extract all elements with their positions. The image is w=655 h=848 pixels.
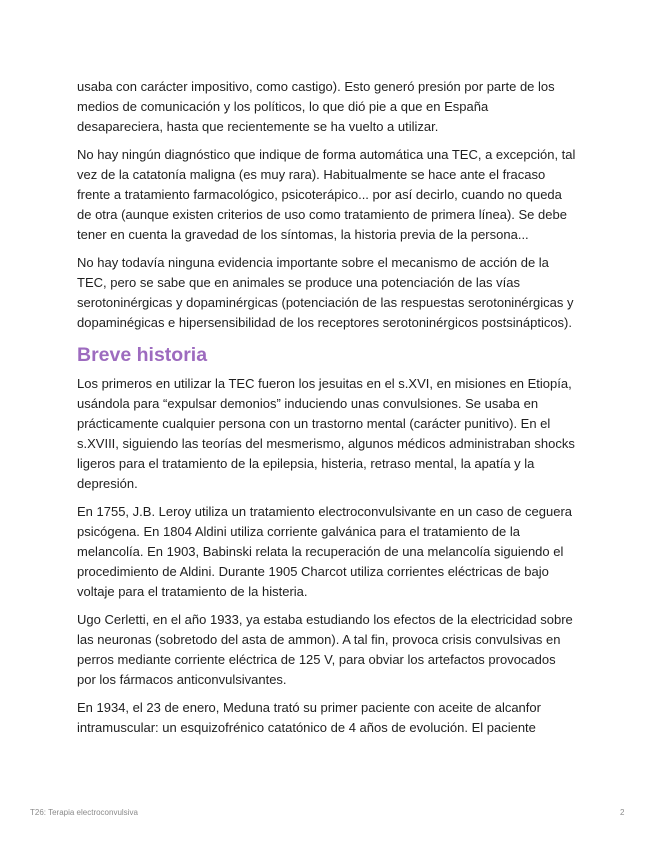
paragraph: En 1934, el 23 de enero, Meduna trató su primer paciente con aceite de alcanfor intramuscular: un esquizofrénico catatónico de 4 años de evolución. El paciente [77,700,541,735]
section-heading: Breve historia [77,344,208,366]
paragraph: Ugo Cerletti, en el año 1933, ya estaba estudiando los efectos de la electricidad sobre las neuronas (sobretodo del asta de ammon). A tal fin, provoca crisis convulsivas en perros mediante corriente eléctrica de 125 V, para obviar los artefactos provocados por los fármacos anticonvulsivantes. [77,612,573,687]
page-number: 2 [620,808,625,817]
footer-title: T26: Terapia electroconvulsiva [30,808,138,817]
paragraph: En 1755, J.B. Leroy utiliza un tratamiento electroconvulsivante en un caso de ceguera psicógena. En 1804 Aldini utiliza corriente galvánica para el tratamiento de la melancolía. En 1903, Babinski relata la recuperación de una melancolía siguiendo el procedimiento de Aldini. Durante 1905 Charcot utiliza corrientes eléctricas de bajo voltaje para el tratamiento de la histeria. [77,504,573,599]
paragraph: No hay ningún diagnóstico que indique de forma automática una TEC, a excepción, tal vez de la catatonía maligna (es muy rara). Habitualmente se hace ante el fracaso frente a tratamiento farmacológico, psicoterápico... por así decirlo, cuando no queda de otra (aunque existen criterios de uso como tratamiento de primera línea). Se debe tener en cuenta la gravedad de los síntomas, la historia previa de la persona... [77,147,576,242]
paragraph: usaba con carácter impositivo, como castigo). Esto generó presión por parte de los medios de comunicación y los políticos, lo que dió pie a que en España desapareciera, hasta que recientemente se ha vuelto a utilizar. [77,79,555,134]
paragraph: No hay todavía ninguna evidencia importante sobre el mecanismo de acción de la TEC, pero se sabe que en animales se produce una potenciación de las vías serotoninérgicas y dopaminérgicas (potenciación de las respuestas serotoninérgicas y dopaminégicas e hipersensibilidad de los receptores serotoninérgicos postsinápticos). [77,255,574,330]
paragraph: Los primeros en utilizar la TEC fueron los jesuitas en el s.XVI, en misiones en Etiopía, usándola para “expulsar demonios” induciendo unas convulsiones. Se usaba en prácticamente cualquier persona con un trastorno mental (carácter punitivo). En el s.XVIII, siguiendo las teorías del mesmerismo, algunos médicos administraban shocks ligeros para el tratamiento de la epilepsia, histeria, retraso mental, la apatía y la depresión. [77,376,575,491]
document-body [77,77,577,746]
